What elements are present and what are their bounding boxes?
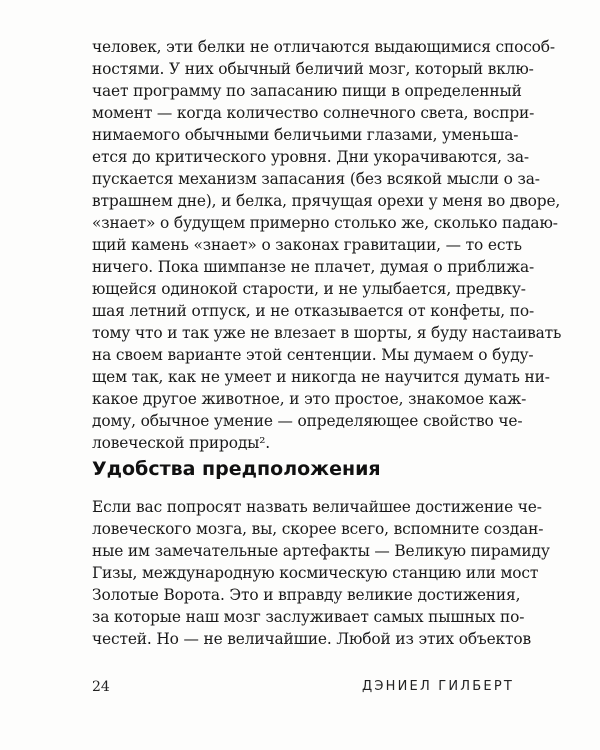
text-line: тому что и так уже не влезает в шорты, я буду настаивать	[92, 324, 562, 342]
text-line: чает программу по запасанию пищи в определенный	[92, 82, 522, 100]
text-line: ловеческого мозга, вы, скорее всего, вспомните создан-	[92, 520, 544, 538]
text-line: втрашнем дне), и белка, прячущая орехи у меня во дворе,	[92, 192, 561, 210]
text-line-last: ловеческой природы².	[92, 434, 271, 452]
text-line: ется до критического уровня. Дни укорачиваются, за-	[92, 148, 529, 166]
text-line: на своем варианте этой сентенции. Мы думаем о буду-	[92, 346, 534, 364]
text-line: человек, эти белки не отличаются выдающимися способ-	[92, 38, 555, 56]
running-footer-author: ДЭНИЕЛ ГИЛБЕРТ	[362, 679, 514, 694]
text-line: щий камень «знает» о законах гравитации, — то есть	[92, 236, 522, 254]
page-number: 24	[92, 679, 110, 695]
text-line: Гизы, международную космическую станцию или мост	[92, 564, 539, 582]
text-line: ничего. Пока шимпанзе не плачет, думая о приближа-	[92, 258, 535, 276]
text-line: Если вас попросят назвать величайшее достижение че-	[92, 498, 542, 516]
text-line: нимаемого обычными беличьими глазами, уменьша-	[92, 126, 519, 144]
section-heading: Удобства предположения	[92, 458, 381, 480]
text-line: ностями. У них обычный беличий мозг, который вклю-	[92, 60, 534, 78]
text-line: «знает» о будущем примерно столько же, сколько падаю-	[92, 214, 558, 232]
text-line: Золотые Ворота. Это и вправду великие достижения,	[92, 586, 521, 604]
text-line: шая летний отпуск, и не отказывается от конфеты, по-	[92, 302, 535, 320]
text-line: какое другое животное, и это простое, знакомое каж-	[92, 390, 527, 408]
text-line: честей. Но — не величайшие. Любой из этих объектов	[92, 630, 531, 648]
text-line: за которые наш мозг заслуживает самых пышных по-	[92, 608, 525, 626]
text-line: щем так, как не умеет и никогда не научится думать ни-	[92, 368, 550, 386]
text-line: момент — когда количество солнечного света, воспри-	[92, 104, 535, 122]
text-line: ные им замечательные артефакты — Великую пирамиду	[92, 542, 550, 560]
text-line: дому, обычное умение — определяющее свойство че-	[92, 412, 523, 430]
text-line: пускается механизм запасания (без всякой мысли о за-	[92, 170, 540, 188]
text-line: ющейся одинокой старости, и не улыбается, предвку-	[92, 280, 526, 298]
